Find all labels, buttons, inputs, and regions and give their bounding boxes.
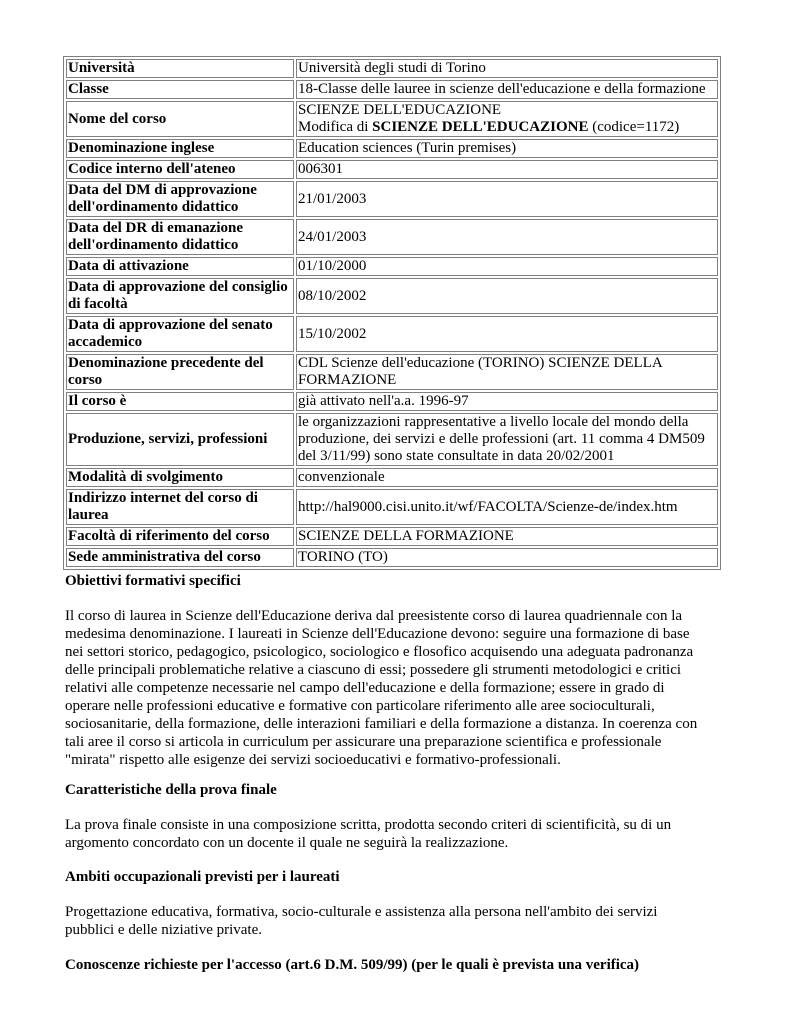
paragraph-line: Progettazione educativa, formativa, socio-culturale e assistenza alla persona nell'ambito dei servizi [65, 904, 658, 920]
table-row [66, 413, 718, 466]
course-name: SCIENZE DELL'EDUCAZIONE [298, 102, 502, 118]
row-value: 15/10/2002 [296, 316, 718, 352]
table-row [66, 219, 718, 255]
row-label: Data del DR di emanazione dell'ordinamento didattico [66, 219, 294, 255]
row-value: convenzionale [296, 468, 718, 487]
row-value [296, 101, 718, 137]
row-value: 08/10/2002 [296, 278, 718, 314]
paragraph-line: nei settori storico, pedagogico, psicologico, sociologico e flosofico acquisendo una adeguata padronanza [65, 644, 694, 660]
modifica-prefix: Modifica di [298, 119, 373, 135]
paragraph-line: "mirata" rispetto alle esigenze dei servizi socioeducativi e formativo-professionali. [65, 752, 561, 768]
row-label: Classe [66, 80, 294, 99]
table-row [66, 80, 718, 99]
row-label: Nome del corso [66, 101, 294, 137]
table-row [66, 489, 718, 525]
table-row [66, 527, 718, 546]
section-heading: Ambiti occupazionali previsti per i laureati [65, 869, 340, 885]
section-paragraph [65, 816, 745, 852]
paragraph-line: La prova finale consiste in una composizione scritta, prodotta secondo criteri di scientificità, su di un [65, 817, 672, 833]
table-row [66, 160, 718, 179]
table-row [66, 316, 718, 352]
row-label: Data del DM di approvazione dell'ordinamento didattico [66, 181, 294, 217]
table-row [66, 139, 718, 158]
section-prova-finale [65, 781, 745, 852]
section-paragraph [65, 607, 745, 769]
row-label: Università [66, 59, 294, 78]
paragraph-line: sociosanitarie, della formazione, delle interazioni familiari e della formazione a distanza. In coerenza con [65, 716, 698, 732]
row-value: SCIENZE DELLA FORMAZIONE [296, 527, 718, 546]
row-value: TORINO (TO) [296, 548, 718, 567]
section-heading: Caratteristiche della prova finale [65, 782, 277, 798]
row-value: http://hal9000.cisi.unito.it/wf/FACOLTA/Scienze-de/index.htm [296, 489, 718, 525]
row-value: già attivato nell'a.a. 1996-97 [296, 392, 718, 411]
section-paragraph [65, 903, 745, 939]
row-label: Modalità di svolgimento [66, 468, 294, 487]
row-label: Indirizzo internet del corso di laurea [66, 489, 294, 525]
table-row [66, 468, 718, 487]
row-label: Facoltà di riferimento del corso [66, 527, 294, 546]
row-value: 18-Classe delle lauree in scienze dell'educazione e della formazione [296, 80, 718, 99]
row-value: 21/01/2003 [296, 181, 718, 217]
table-row [66, 392, 718, 411]
table-row [66, 181, 718, 217]
row-value: 006301 [296, 160, 718, 179]
row-value: le organizzazioni rappresentative a livello locale del mondo della produzione, dei servizi e delle professioni (art. 11 comma 4 DM509 del 3/11/99) sono state consultate in data 20/02/2001 [296, 413, 718, 466]
row-label: Data di attivazione [66, 257, 294, 276]
section-heading: Conoscenze richieste per l'accesso (art.6 D.M. 509/99) (per le quali è prevista una verifica) [65, 957, 640, 973]
course-info-table [63, 56, 721, 570]
table-row [66, 548, 718, 567]
paragraph-line: argomento concordato con un docente il quale ne seguirà la realizzazione. [65, 835, 509, 851]
paragraph-line: Il corso di laurea in Scienze dell'Educazione deriva dal preesistente corso di laurea quadriennale con la [65, 608, 683, 624]
table-row [66, 257, 718, 276]
section-conoscenze [65, 956, 745, 974]
paragraph-line: medesima denominazione. I laureati in Scienze dell'Educazione devono: seguire una formazione di base [65, 626, 690, 642]
paragraph-line: operare nelle professioni educative e formative con particolare riferimento alle aree socioculturali, [65, 698, 655, 714]
modifica-course-name: SCIENZE DELL'EDUCAZIONE [372, 119, 589, 135]
table-row [66, 101, 718, 137]
paragraph-line: delle principali problematiche relative a ciascuno di essi; possedere gli strumenti metodologici e critici [65, 662, 682, 678]
row-label: Denominazione inglese [66, 139, 294, 158]
row-value: 24/01/2003 [296, 219, 718, 255]
table-row [66, 354, 718, 390]
row-label: Codice interno dell'ateneo [66, 160, 294, 179]
row-value: Università degli studi di Torino [296, 59, 718, 78]
row-label: Sede amministrativa del corso [66, 548, 294, 567]
course-info-table-container [63, 56, 723, 570]
row-value: Education sciences (Turin premises) [296, 139, 718, 158]
section-ambiti [65, 868, 745, 939]
paragraph-line: tali aree il corso si articola in curriculum per assicurare una preparazione scientifica e professionale [65, 734, 662, 750]
table-row [66, 278, 718, 314]
paragraph-line: relativi alle competenze necessarie nel campo dell'educazione e della formazione; essere in grado di [65, 680, 665, 696]
modifica-code: (codice=1172) [588, 119, 680, 135]
row-label: Data di approvazione del consiglio di facoltà [66, 278, 294, 314]
row-label: Il corso è [66, 392, 294, 411]
row-label: Produzione, servizi, professioni [66, 413, 294, 466]
section-obiettivi [65, 572, 745, 769]
table-row [66, 59, 718, 78]
row-label: Data di approvazione del senato accademico [66, 316, 294, 352]
row-value: CDL Scienze dell'educazione (TORINO) SCIENZE DELLA FORMAZIONE [296, 354, 718, 390]
row-value: 01/10/2000 [296, 257, 718, 276]
paragraph-line: pubblici e delle niziative private. [65, 922, 263, 938]
row-label: Denominazione precedente del corso [66, 354, 294, 390]
section-heading: Obiettivi formativi specifici [65, 573, 241, 589]
